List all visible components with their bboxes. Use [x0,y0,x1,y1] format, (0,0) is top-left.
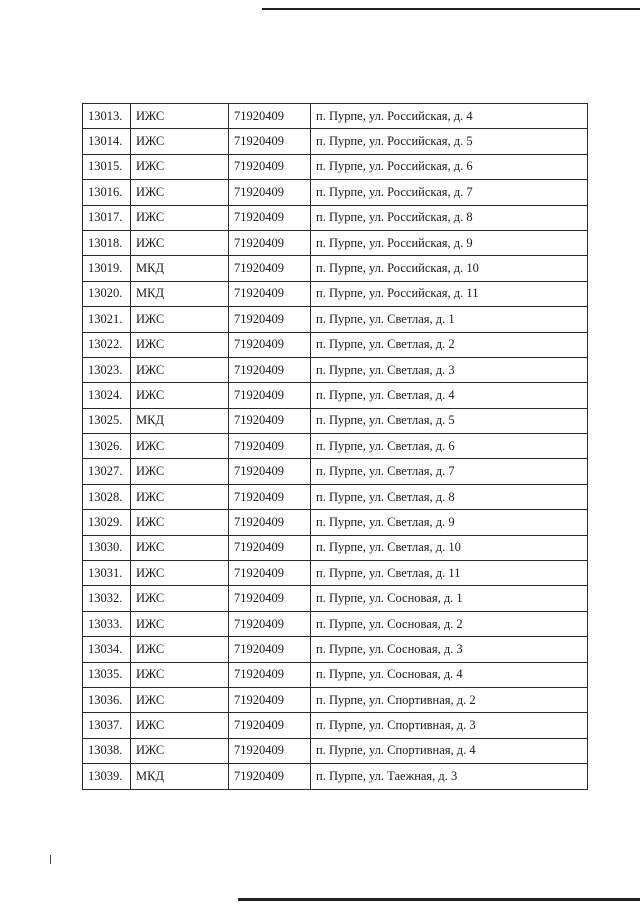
table-row [83,256,588,281]
building-type-cell: ИЖС [131,230,229,255]
row-number-cell: 13033. [83,611,131,636]
building-type-cell: ИЖС [131,129,229,154]
row-number-cell: 13025. [83,408,131,433]
address-cell: п. Пурпе, ул. Сосновая, д. 2 [311,611,588,636]
oktmo-code-cell: 71920409 [229,764,311,789]
table-row [83,104,588,129]
address-cell: п. Пурпе, ул. Светлая, д. 3 [311,357,588,382]
oktmo-code-cell: 71920409 [229,611,311,636]
address-cell: п. Пурпе, ул. Спортивная, д. 3 [311,713,588,738]
building-type-cell: ИЖС [131,738,229,763]
oktmo-code-cell: 71920409 [229,383,311,408]
oktmo-code-cell: 71920409 [229,104,311,129]
address-cell: п. Пурпе, ул. Сосновая, д. 4 [311,662,588,687]
oktmo-code-cell: 71920409 [229,586,311,611]
registry-table-body [83,104,588,790]
oktmo-code-cell: 71920409 [229,535,311,560]
building-type-cell: ИЖС [131,104,229,129]
row-number-cell: 13023. [83,357,131,382]
building-type-cell: ИЖС [131,459,229,484]
building-type-cell: ИЖС [131,561,229,586]
building-type-cell: ИЖС [131,611,229,636]
oktmo-code-cell: 71920409 [229,129,311,154]
oktmo-code-cell: 71920409 [229,281,311,306]
oktmo-code-cell: 71920409 [229,687,311,712]
table-row [83,332,588,357]
table-row [83,611,588,636]
table-row [83,561,588,586]
table-row [83,154,588,179]
oktmo-code-cell: 71920409 [229,307,311,332]
table-row [83,459,588,484]
row-number-cell: 13013. [83,104,131,129]
row-number-cell: 13028. [83,484,131,509]
row-number-cell: 13038. [83,738,131,763]
building-type-cell: ИЖС [131,332,229,357]
row-number-cell: 13024. [83,383,131,408]
row-number-cell: 13039. [83,764,131,789]
oktmo-code-cell: 71920409 [229,738,311,763]
address-cell: п. Пурпе, ул. Таежная, д. 3 [311,764,588,789]
oktmo-code-cell: 71920409 [229,256,311,281]
building-type-cell: МКД [131,408,229,433]
row-number-cell: 13031. [83,561,131,586]
building-type-cell: ИЖС [131,434,229,459]
oktmo-code-cell: 71920409 [229,205,311,230]
table-row [83,281,588,306]
oktmo-code-cell: 71920409 [229,357,311,382]
table-row [83,484,588,509]
table-row [83,180,588,205]
table-row [83,713,588,738]
address-cell: п. Пурпе, ул. Российская, д. 11 [311,281,588,306]
oktmo-code-cell: 71920409 [229,230,311,255]
oktmo-code-cell: 71920409 [229,154,311,179]
building-type-cell: ИЖС [131,357,229,382]
oktmo-code-cell: 71920409 [229,459,311,484]
building-type-cell: МКД [131,764,229,789]
building-type-cell: ИЖС [131,510,229,535]
address-cell: п. Пурпе, ул. Российская, д. 7 [311,180,588,205]
building-type-cell: ИЖС [131,307,229,332]
building-type-cell: ИЖС [131,383,229,408]
oktmo-code-cell: 71920409 [229,180,311,205]
row-number-cell: 13034. [83,637,131,662]
address-cell: п. Пурпе, ул. Светлая, д. 5 [311,408,588,433]
address-cell: п. Пурпе, ул. Светлая, д. 7 [311,459,588,484]
table-row [83,357,588,382]
building-type-cell: ИЖС [131,586,229,611]
address-cell: п. Пурпе, ул. Светлая, д. 2 [311,332,588,357]
address-cell: п. Пурпе, ул. Российская, д. 10 [311,256,588,281]
row-number-cell: 13021. [83,307,131,332]
bottom-rule [238,898,640,901]
row-number-cell: 13026. [83,434,131,459]
address-cell: п. Пурпе, ул. Светлая, д. 6 [311,434,588,459]
oktmo-code-cell: 71920409 [229,408,311,433]
scan-mark [50,855,51,864]
table-row [83,510,588,535]
building-type-cell: ИЖС [131,484,229,509]
row-number-cell: 13032. [83,586,131,611]
building-type-cell: ИЖС [131,535,229,560]
row-number-cell: 13030. [83,535,131,560]
row-number-cell: 13022. [83,332,131,357]
oktmo-code-cell: 71920409 [229,484,311,509]
row-number-cell: 13035. [83,662,131,687]
row-number-cell: 13020. [83,281,131,306]
building-type-cell: МКД [131,281,229,306]
building-type-cell: ИЖС [131,180,229,205]
table-row [83,408,588,433]
row-number-cell: 13019. [83,256,131,281]
table-row [83,129,588,154]
address-cell: п. Пурпе, ул. Российская, д. 9 [311,230,588,255]
building-type-cell: ИЖС [131,713,229,738]
oktmo-code-cell: 71920409 [229,561,311,586]
table-row [83,307,588,332]
oktmo-code-cell: 71920409 [229,713,311,738]
building-type-cell: ИЖС [131,637,229,662]
address-cell: п. Пурпе, ул. Светлая, д. 9 [311,510,588,535]
address-cell: п. Пурпе, ул. Российская, д. 4 [311,104,588,129]
table-row [83,662,588,687]
table-row [83,764,588,789]
building-type-cell: ИЖС [131,662,229,687]
oktmo-code-cell: 71920409 [229,662,311,687]
table-row [83,637,588,662]
oktmo-code-cell: 71920409 [229,332,311,357]
row-number-cell: 13016. [83,180,131,205]
address-cell: п. Пурпе, ул. Сосновая, д. 1 [311,586,588,611]
address-cell: п. Пурпе, ул. Светлая, д. 10 [311,535,588,560]
row-number-cell: 13027. [83,459,131,484]
table-row [83,230,588,255]
building-type-cell: МКД [131,256,229,281]
building-type-cell: ИЖС [131,687,229,712]
table-row [83,687,588,712]
row-number-cell: 13015. [83,154,131,179]
table-row [83,205,588,230]
address-cell: п. Пурпе, ул. Светлая, д. 11 [311,561,588,586]
address-cell: п. Пурпе, ул. Светлая, д. 4 [311,383,588,408]
row-number-cell: 13018. [83,230,131,255]
row-number-cell: 13037. [83,713,131,738]
address-cell: п. Пурпе, ул. Светлая, д. 8 [311,484,588,509]
address-cell: п. Пурпе, ул. Спортивная, д. 2 [311,687,588,712]
table-row [83,434,588,459]
table-row [83,383,588,408]
row-number-cell: 13017. [83,205,131,230]
address-cell: п. Пурпе, ул. Светлая, д. 1 [311,307,588,332]
oktmo-code-cell: 71920409 [229,510,311,535]
table-row [83,586,588,611]
oktmo-code-cell: 71920409 [229,434,311,459]
row-number-cell: 13036. [83,687,131,712]
oktmo-code-cell: 71920409 [229,637,311,662]
top-rule [262,8,640,10]
address-cell: п. Пурпе, ул. Российская, д. 5 [311,129,588,154]
row-number-cell: 13014. [83,129,131,154]
address-cell: п. Пурпе, ул. Сосновая, д. 3 [311,637,588,662]
address-registry-table [82,103,588,790]
building-type-cell: ИЖС [131,205,229,230]
address-cell: п. Пурпе, ул. Российская, д. 6 [311,154,588,179]
address-cell: п. Пурпе, ул. Российская, д. 8 [311,205,588,230]
address-cell: п. Пурпе, ул. Спортивная, д. 4 [311,738,588,763]
row-number-cell: 13029. [83,510,131,535]
building-type-cell: ИЖС [131,154,229,179]
table-row [83,738,588,763]
table-row [83,535,588,560]
